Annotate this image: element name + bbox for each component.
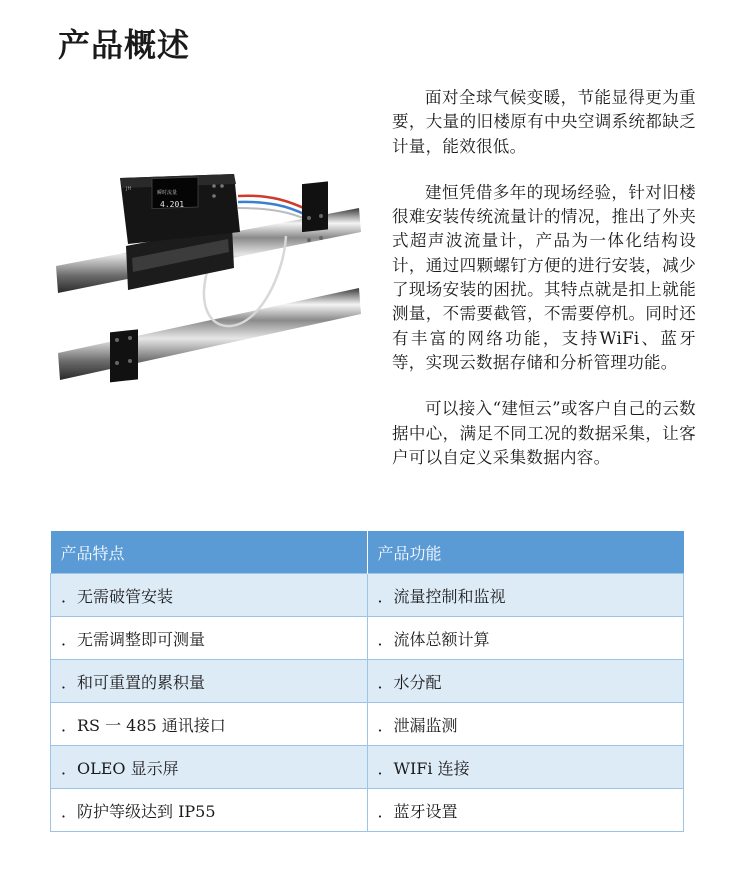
header-functions: 产品功能: [367, 531, 684, 574]
page-title: 产品概述: [58, 26, 191, 64]
table-header-row: [51, 531, 684, 574]
feature-cell: ．OLEO 显示屏: [51, 746, 368, 789]
function-cell: ．流量控制和监视: [367, 574, 684, 617]
screen-value: 4.201: [160, 200, 185, 209]
function-cell: ．水分配: [367, 660, 684, 703]
table-row: [51, 746, 684, 789]
intro-text: [392, 86, 696, 492]
brand-mark: JH: [126, 186, 132, 192]
table-row: [51, 703, 684, 746]
function-cell: ．蓝牙设置: [367, 789, 684, 832]
feature-cell: ．无需调整即可测量: [51, 617, 368, 660]
lower-pipe: [58, 288, 361, 380]
function-cell: ．WIFi 连接: [367, 746, 684, 789]
table-row: [51, 789, 684, 832]
feature-cell: ．RS 一 485 通讯接口: [51, 703, 368, 746]
function-cell: ．泄漏监测: [367, 703, 684, 746]
product-image: [56, 168, 362, 398]
pipe-clamp: [302, 181, 328, 232]
pipe-clamp: [110, 329, 138, 382]
header-features: 产品特点: [51, 531, 368, 574]
screen-label: 瞬时流量: [157, 190, 178, 196]
feature-table: [50, 531, 684, 832]
intro-paragraph: 面对全球气候变暖，节能显得更为重要，大量的旧楼原有中央空调系统都缺乏计量，能效很低。: [392, 88, 696, 156]
intro-paragraph: 建恒凭借多年的现场经验，针对旧楼很难安装传统流量计的情况，推出了外夹式超声波流量计，产品为一体化结构设计，通过四颗螺钉方便的进行安装，减少了现场安装的困扰。其特点就是扣上就能测量，不需要截管，不需要停机。同时还有丰富的网络功能，支持WiFi、蓝牙等，实现云数据存储和分析管理功能。: [392, 182, 696, 372]
feature-cell: ．无需破管安装: [51, 574, 368, 617]
table-row: [51, 617, 684, 660]
table-row: [51, 574, 684, 617]
intro-paragraph: 可以接入“建恒云”或客户自己的云数据中心，满足不同工况的数据采集，让客户可以自定义采集数据内容。: [392, 399, 696, 467]
feature-cell: ．和可重置的累积量: [51, 660, 368, 703]
table-row: [51, 660, 684, 703]
feature-cell: ．防护等级达到 IP55: [51, 789, 368, 832]
function-cell: ．流体总额计算: [367, 617, 684, 660]
